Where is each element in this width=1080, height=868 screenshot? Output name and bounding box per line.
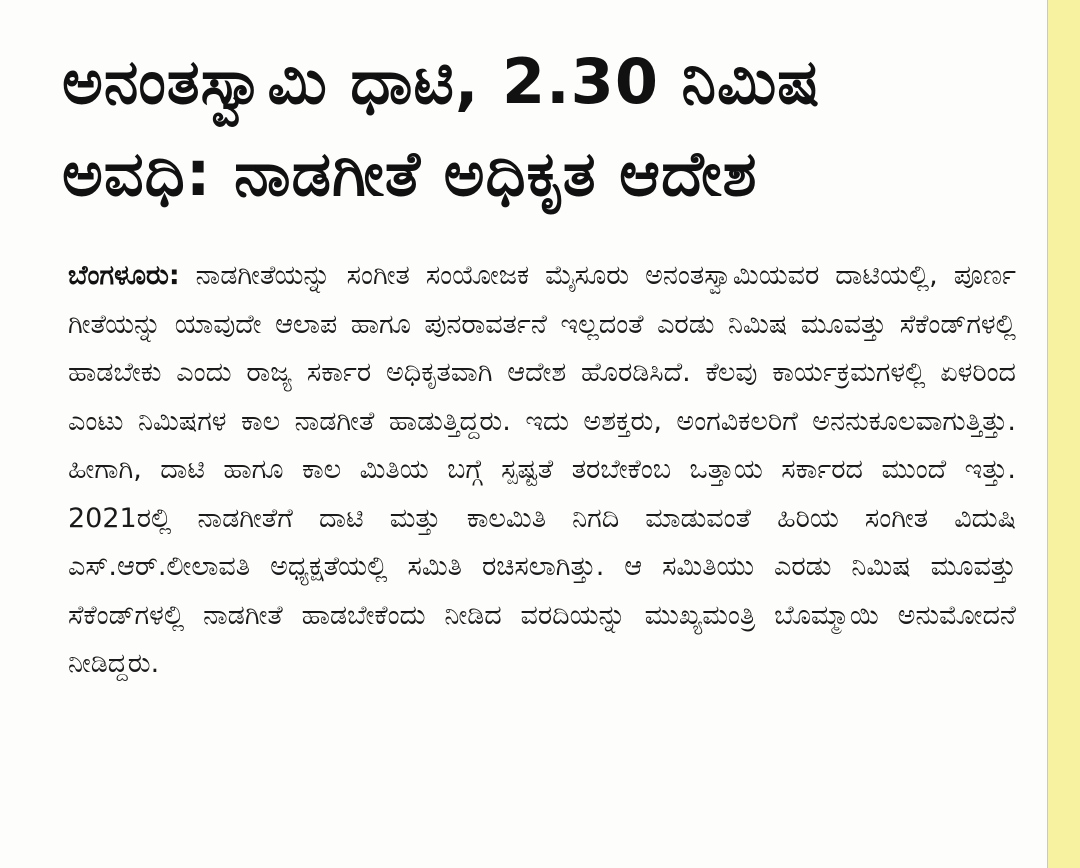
headline-line-2: ಅವಧಿ: ನಾಡಗೀತೆ ಅಧಿಕೃತ ಆದೇಶ (62, 137, 758, 210)
page-edge-strip (1047, 0, 1080, 868)
article-body (68, 252, 1016, 689)
article-text: ನಾಡಗೀತೆಯನ್ನು ಸಂಗೀತ ಸಂಯೋಜಕ ಮೈಸೂರು ಅನಂತಸ್ವಾಮಿಯವರ ದಾಟಿಯಲ್ಲಿ, ಪೂರ್ಣ ಗೀತೆಯನ್ನು ಯಾವುದೇ ಆಲಾಪ ಹಾಗೂ ಪುನರಾವರ್ತನೆ ಇಲ್ಲದಂತೆ ಎರಡು ನಿಮಿಷ ಮೂವತ್ತು ಸೆಕೆಂಡ್‌ಗಳಲ್ಲಿ ಹಾಡಬೇಕು ಎಂದು ರಾಜ್ಯ ಸರ್ಕಾರ ಅಧಿಕೃತವಾಗಿ ಆದೇಶ ಹೊರಡಿಸಿದೆ. ಕೆಲವು ಕಾರ್ಯಕ್ರಮಗಳಲ್ಲಿ ಏಳರಿಂದ ಎಂಟು ನಿಮಿಷಗಳ ಕಾಲ ನಾಡಗೀತೆ ಹಾಡುತ್ತಿದ್ದರು. ಇದು ಅಶಕ್ತರು, ಅಂಗವಿಕಲರಿಗೆ ಅನನುಕೂಲವಾಗುತ್ತಿತ್ತು. ಹೀಗಾಗಿ, ದಾಟಿ ಹಾಗೂ ಕಾಲ ಮಿತಿಯ ಬಗ್ಗೆ ಸ್ಪಷ್ಟತೆ ತರಬೇಕೆಂಬ ಒತ್ತಾಯ ಸರ್ಕಾರದ ಮುಂದೆ ಇತ್ತು. 2021ರಲ್ಲಿ ನಾಡಗೀತೆಗೆ ದಾಟಿ ಮತ್ತು ಕಾಲಮಿತಿ ನಿಗದಿ ಮಾಡುವಂತೆ ಹಿರಿಯ ಸಂಗೀತ ವಿದುಷಿ ಎಸ್.ಆರ್.ಲೀಲಾವತಿ ಅಧ್ಯಕ್ಷತೆಯಲ್ಲಿ ಸಮಿತಿ ರಚಿಸಲಾಗಿತ್ತು. ಆ ಸಮಿತಿಯು ಎರಡು ನಿಮಿಷ ಮೂವತ್ತು ಸೆಕೆಂಡ್‌ಗಳಲ್ಲಿ ನಾಡಗೀತೆ ಹಾಡಬೇಕೆಂದು ನೀಡಿದ ವರದಿಯನ್ನು ಮುಖ್ಯಮಂತ್ರಿ ಬೊಮ್ಮಾಯಿ ಅನುಮೋದನೆ ನೀಡಿದ್ದರು. (68, 260, 1016, 679)
dateline: ಬೆಂಗಳೂರು: (68, 260, 180, 291)
headline-line-1: ಅನಂತಸ್ವಾಮಿ ಧಾಟಿ, 2.30 ನಿಮಿಷ (62, 45, 821, 118)
headline (62, 36, 1022, 220)
